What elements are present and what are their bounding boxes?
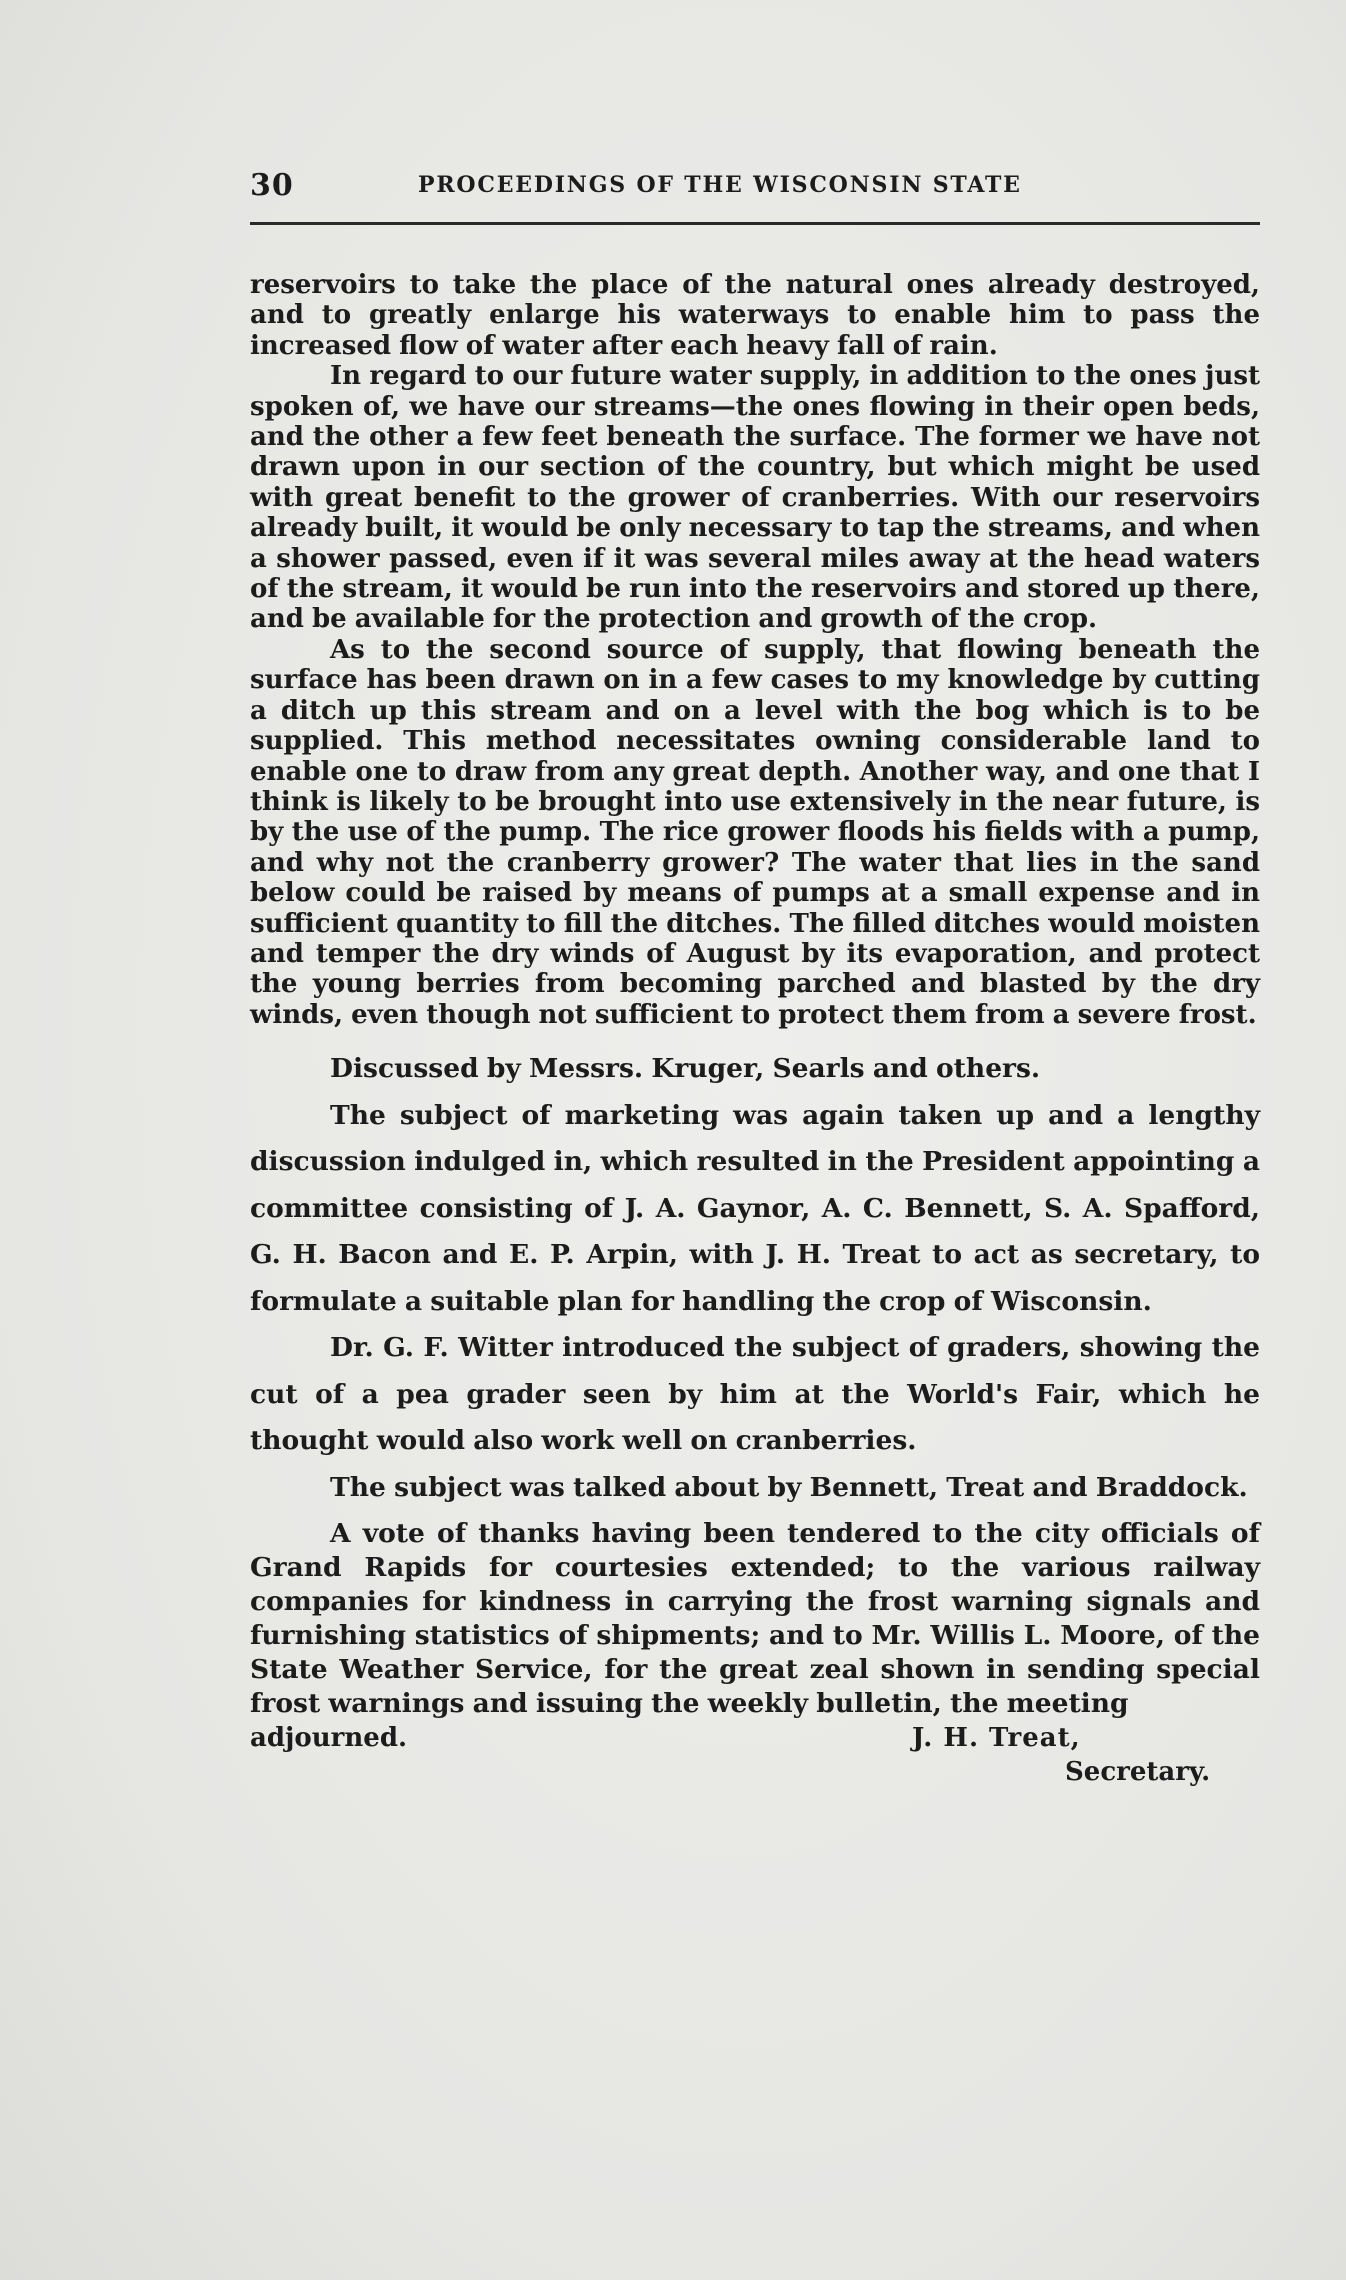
- paragraph-second-source: As to the second source of supply, that flowing beneath the surface has been drawn on in a few cases to my knowledge by cutting a ditch up this stream and on a level with the bog which is to be supplied. This method necessitates owning considerable land to enable one to draw from any great depth. Another way, and one that I think is likely to be brought into use extensively in the near future, is by the use of the pump. The rice grower floods his fields with a pump, and why not the cranberry grower? The water that lies in the sand below could be raised by means of pumps at a small expense and in sufficient quantity to fill the ditches. The filled ditches would moisten and temper the dry winds of August by its evaporation, and protect the young berries from becoming parched and blasted by the dry winds, even though not sufficient to protect them from a severe frost.: [250, 634, 1260, 1030]
- closing-section: [250, 1517, 1260, 1721]
- signature-block: [250, 1723, 1260, 1803]
- running-head: PROCEEDINGS OF THE WISCONSIN STATE: [418, 172, 1022, 198]
- minutes-vote-of-thanks: A vote of thanks having been tendered to the city officials of Grand Rapids for courtesies extended; to the various railway companies for kindness in carrying the frost warning signals and furnishing statistics of shipments; and to Mr. Willis L. Moore, of the State Weather Service, for the great zeal shown in sending special frost warnings and issuing the weekly bulletin, the meeting: [250, 1518, 1260, 1720]
- minutes-graders: Dr. G. F. Witter introduced the subject of graders, showing the cut of a pea grader seen by him at the World's Fair, which he thought would also work well on cranberries.: [250, 1332, 1260, 1457]
- page-number: 30: [250, 168, 294, 203]
- minutes-discussed: Discussed by Messrs. Kruger, Searls and others.: [330, 1053, 1041, 1085]
- body-text: [250, 270, 1260, 1721]
- minutes-section: [250, 1046, 1260, 1511]
- signer-name: J. H. Treat,: [912, 1723, 1081, 1754]
- minutes-talked-about: The subject was talked about by Bennett, Treat and Braddock.: [330, 1471, 1248, 1503]
- paragraph-water-supply: In regard to our future water supply, in addition to the ones just spoken of, we have our streams—the ones flowing in their open beds, and the other a few feet beneath the surface. The former we have not drawn upon in our section of the country, but which might be used with great benefit to the grower of cranberries. With our reservoirs already built, it would be only necessary to tap the streams, and when a shower passed, even if it was several miles away at the head waters of the stream, it would be run into the reservoirs and stored up there, and be available for the protection and growth of the crop.: [250, 361, 1260, 635]
- page-header: [250, 168, 1260, 204]
- minutes-marketing: The subject of marketing was again taken up and a lengthy discussion indulged in, which resulted in the President appointing a committee consisting of J. A. Gaynor, A. C. Bennett, S. A. Spafford, G. H. Bacon and E. P. Arpin, with J. H. Treat to act as secretary, to formulate a suitable plan for handling the crop of Wisconsin.: [250, 1099, 1260, 1317]
- signer-title: Secretary.: [1065, 1757, 1211, 1788]
- adjourned-text: adjourned.: [250, 1723, 408, 1754]
- paragraph-continued: reservoirs to take the place of the natural ones already destroyed, and to greatly enlarge his waterways to enable him to pass the increased flow of water after each heavy fall of rain.: [250, 270, 1260, 361]
- header-rule: [250, 222, 1260, 225]
